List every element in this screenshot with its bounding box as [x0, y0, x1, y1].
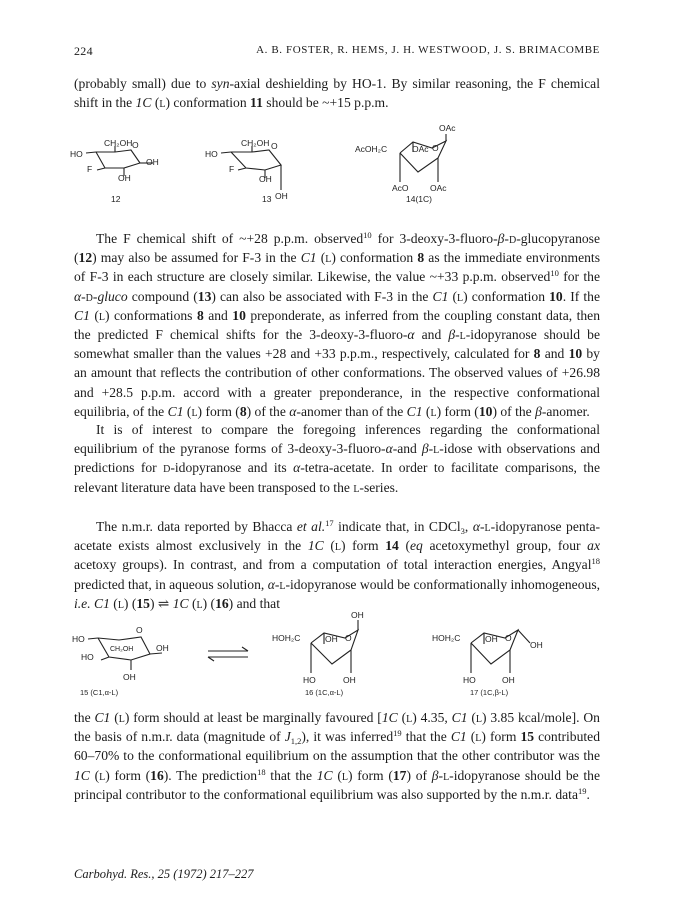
text-run: β — [535, 403, 542, 419]
structure-15-number: 15 (C1,α-L) — [80, 688, 119, 697]
text-run: It is of interest to compare the foregoing inferences regarding the conformational equilibrium of the pyranose forms of 3-deoxy-3-fluoro- — [74, 422, 600, 457]
text-run: C1 — [451, 710, 468, 725]
text-run: ( — [109, 595, 118, 611]
text-run: - — [81, 288, 86, 304]
text-run: α — [407, 327, 415, 343]
structure-16-oh-top-label: OH — [351, 610, 364, 620]
compound-ref: 15 — [136, 595, 150, 611]
text-run: et al. — [296, 519, 326, 534]
text-run: for the — [558, 269, 600, 285]
compound-ref: 16 — [150, 767, 164, 783]
structure-14-oac-top-label: OAc — [439, 123, 456, 133]
text-run: l — [406, 710, 413, 725]
structure-15-ring-oxygen-label: O — [136, 625, 143, 635]
text-run: l — [341, 767, 348, 783]
text-run: compound ( — [127, 288, 198, 304]
structure-14-aco-label: AcO — [392, 183, 409, 193]
text-run: ) form should at least be marginally favoured [ — [124, 710, 382, 725]
structure-14-number: 14(1C) — [406, 194, 432, 204]
text-run: should be ~+15 p.p.m. — [262, 95, 389, 111]
text-run: ( — [316, 250, 326, 266]
text-run: acetoxymethyl group, four — [422, 538, 588, 554]
text-run: ) of — [406, 767, 432, 783]
compound-ref: 8 — [533, 346, 541, 362]
text-run: ) conformation — [463, 288, 550, 304]
structure-12-ch2oh-label: CH₂OH — [104, 138, 133, 148]
text-run: -idose with observations and predictions for — [74, 441, 600, 476]
text-run: gluco — [97, 288, 128, 304]
text-run: J — [284, 729, 291, 745]
text-run: d — [85, 288, 93, 304]
text-run: 1C — [135, 95, 152, 111]
text-run: 1C — [316, 767, 333, 783]
reference-superscript: 19 — [393, 728, 402, 739]
text-run: α — [74, 288, 82, 304]
paragraph-3 — [74, 517, 600, 613]
text-run: ) conformation — [165, 95, 251, 111]
text-run: ( — [398, 538, 410, 554]
text-run: l — [159, 95, 166, 111]
structure-15-oh-right-label: OH — [156, 643, 169, 653]
compound-ref: 10 — [549, 288, 563, 304]
structure-17-ring-oxygen-label: O — [505, 633, 512, 643]
reference-superscript: 10 — [363, 230, 372, 240]
text-run: l — [475, 710, 482, 725]
text-run: ) ⇌ — [149, 595, 173, 611]
text-run: l — [325, 250, 332, 266]
text-run: -and — [392, 441, 422, 457]
compound-ref: 8 — [196, 307, 204, 323]
text-run: ) 3.85 kcal/mole]. On the basis of n.m.r. data (magnitude of — [74, 710, 600, 745]
text-run: -idopyranose should be the principal contributor to the conformational equilibrium was also supported by the n.m.r. data — [74, 767, 600, 802]
text-run: ) can also be associated with F-3 in the — [211, 288, 433, 304]
text-run: ) form ( — [197, 403, 240, 419]
reference-superscript: 18 — [257, 766, 266, 777]
structure-13-ring-oxygen-label: O — [271, 141, 278, 151]
text-run: C1 — [300, 250, 317, 266]
text-run: d — [508, 231, 517, 246]
compound-ref: 10 — [232, 307, 246, 323]
text-run: l — [430, 403, 437, 419]
text-run: syn — [211, 76, 230, 91]
structure-13-fluorine-label: F — [229, 164, 235, 174]
compound-ref: 16 — [215, 595, 229, 611]
structure-13-ho-label: HO — [205, 149, 218, 159]
structure-16-number: 16 (1C,α-L) — [305, 688, 344, 697]
structure-12-number: 12 — [111, 194, 121, 204]
structure-14-ring-oxygen-label: O — [432, 143, 439, 153]
text-run: l — [98, 307, 105, 323]
text-run: and — [203, 307, 233, 323]
text-run: The n.m.r. data reported by Bhacca — [96, 519, 297, 534]
text-run: d — [163, 460, 171, 476]
compound-ref: 10 — [568, 346, 583, 362]
running-head-authors: A. B. FOSTER, R. HEMS, J. H. WESTWOOD, J. S. BRIMACOMBE — [256, 44, 600, 56]
compound-ref: 13 — [197, 288, 212, 304]
text-run: l — [443, 767, 450, 783]
text-run: - — [92, 288, 98, 304]
structure-15-oh-bottom-label: OH — [123, 672, 136, 682]
text-run: . — [586, 786, 590, 802]
subscript: 3 — [460, 526, 465, 536]
compound-ref: 10 — [478, 403, 493, 419]
text-run: l — [459, 327, 466, 343]
compound-ref: 11 — [250, 95, 263, 111]
structure-16-ring-oxygen-label: O — [345, 633, 352, 643]
text-run: -idopyranose would be conformationally inhomogeneous, — [285, 576, 601, 592]
structure-12-ring-oxygen-label: O — [132, 140, 139, 150]
structure-15-ch2oh-label: CH₂OH — [110, 646, 134, 653]
text-run: ax — [587, 538, 600, 554]
text-run: that the — [401, 729, 451, 745]
text-run: ) form ( — [105, 767, 151, 783]
structure-17-hoh2c-label: HOH₂C — [432, 633, 461, 643]
page-number: 224 — [74, 44, 93, 58]
text-run: l — [457, 288, 464, 304]
structure-14-acoh2c-label: AcOH₂C — [355, 144, 388, 154]
text-run: (probably small) due to — [74, 76, 212, 91]
text-run: α — [472, 519, 480, 534]
paragraph-4 — [74, 708, 600, 804]
text-run: -series. — [359, 479, 399, 495]
structure-16-oh-bottom-label: OH — [343, 675, 356, 685]
text-run: β — [448, 327, 456, 343]
structure-17-oh-right-label: OH — [530, 640, 543, 650]
text-run: preponderate, as inferred from the coupling constant data, then the predicted F chemical shifts for the 3-deoxy-3-fluoro- — [74, 307, 600, 343]
text-run: ) conformations — [104, 307, 197, 323]
text-run: - — [428, 441, 434, 457]
text-run: l — [334, 538, 341, 554]
text-run: indicate that, in CDCl — [333, 519, 461, 534]
text-run: contributed 60–70% to the conformational equilibrium on the assumption that the other contributor was the — [74, 729, 601, 764]
text-run: ( — [397, 710, 407, 725]
text-run: ) form ( — [347, 767, 393, 783]
text-run: acetoxy groups). In contrast, and from a computation of total interaction energies, Angyal — [74, 557, 592, 573]
text-run: ( — [110, 710, 119, 725]
text-run: ( — [332, 767, 342, 783]
text-run: l — [99, 767, 106, 783]
text-run: l — [475, 729, 482, 745]
compound-ref: 15 — [520, 729, 535, 745]
structures-12-13-14-figure — [0, 118, 676, 230]
text-run: α — [385, 441, 393, 457]
compound-ref: 8 — [417, 250, 425, 266]
text-run: α — [267, 576, 275, 592]
text-run: C1 — [406, 403, 423, 419]
text-run: -axial deshielding by HO-1. By similar reasoning, the F chemical shift in the — [74, 76, 600, 111]
text-run: ) of the — [246, 403, 290, 419]
text-run: - — [274, 576, 280, 592]
text-run: ( — [89, 767, 100, 783]
structure-17-oh-bottom-label: OH — [502, 675, 515, 685]
compound-ref: 14 — [385, 538, 399, 554]
text-run: . If the — [562, 288, 600, 304]
text-run: -anomer. — [541, 403, 590, 419]
text-run: and — [414, 327, 449, 343]
structure-13-oh-mid-label: OH — [259, 174, 272, 184]
text-run: l — [117, 595, 124, 611]
text-run: eq — [409, 538, 423, 554]
text-run: l — [196, 595, 203, 611]
text-run: l — [433, 441, 440, 457]
text-run: l — [484, 519, 491, 534]
structure-12-ho-label: HO — [70, 149, 83, 159]
structures-15-16-17-figure — [0, 612, 676, 710]
text-run: 1C — [172, 595, 189, 611]
structure-13-ch2oh-label: CH₂OH — [241, 138, 270, 148]
structure-13-oh-bottom-label: OH — [275, 191, 288, 201]
text-run: -glucopyranose ( — [74, 231, 600, 266]
text-run: , — [464, 519, 473, 534]
text-run: and — [540, 346, 569, 362]
reference-superscript: 18 — [591, 556, 600, 567]
subscript: 1,2 — [290, 736, 302, 747]
text-run: ) may also be assumed for F-3 in the — [92, 250, 301, 266]
text-run: ) of the — [492, 403, 536, 419]
text-run: ) 4.35, — [412, 710, 452, 725]
text-run: β — [497, 231, 505, 246]
text-run: C1 — [450, 729, 467, 745]
text-run: -anomer than of the — [296, 403, 407, 419]
text-run: β — [431, 767, 439, 783]
text-run: ) ( — [123, 595, 137, 611]
text-run: ( — [466, 729, 476, 745]
paragraph-0 — [74, 74, 600, 112]
text-run: by an amount that reflects the contribution of other conformations. The observed values of +26.98 and +28.5 p.p.m. accord with a greater preponderance, in the respective conformational equilibria, of the — [74, 346, 600, 419]
text-run: C1 — [74, 307, 90, 323]
reference-superscript: 17 — [325, 518, 334, 528]
text-run: 1C — [74, 767, 90, 783]
text-run: α — [293, 460, 301, 476]
text-run: - — [504, 231, 509, 246]
text-run: α — [289, 403, 297, 419]
paragraph-1 — [74, 229, 600, 421]
compound-ref: 17 — [392, 767, 407, 783]
paragraph-2 — [74, 420, 600, 497]
text-run: ( — [188, 595, 197, 611]
text-run: C1 — [167, 403, 184, 419]
structure-13-number: 13 — [262, 194, 272, 204]
text-run: - — [479, 519, 485, 534]
text-run: l — [353, 479, 360, 495]
text-run: 1C — [381, 710, 398, 725]
structure-15-ho-top-label: HO — [72, 634, 85, 644]
structure-14-oac-ring-label: OAc — [412, 144, 429, 154]
reference-superscript: 10 — [550, 268, 559, 279]
text-run: ( — [183, 403, 192, 419]
text-run: ), it was inferred — [301, 729, 394, 745]
compound-ref: 8 — [239, 403, 247, 419]
text-run: C1 — [432, 288, 449, 304]
text-run: - — [455, 327, 460, 343]
text-run: as the immediate environments of F-3 in each structure are closely similar. Likewise, the value ~+33 p.p.m. observed — [74, 250, 600, 285]
text-run: ) form — [481, 729, 521, 745]
structure-12-oh-right-label: OH — [146, 157, 159, 167]
text-run: l — [191, 403, 198, 419]
reference-superscript: 19 — [577, 785, 587, 796]
text-run: β — [421, 441, 429, 457]
structure-16-hoh2c-label: HOH₂C — [272, 633, 301, 643]
text-run: ( — [448, 288, 458, 304]
structure-14-oac-bottom-label: OAc — [430, 183, 447, 193]
structure-12-oh-bottom-label: OH — [118, 173, 131, 183]
text-run: ) form — [340, 538, 386, 554]
text-run: ) ( — [202, 595, 216, 611]
text-run: ( — [467, 710, 476, 725]
text-run: ( — [89, 307, 99, 323]
text-run: predicted that, in aqueous solution, — [74, 576, 268, 592]
structure-17-number: 17 (1C,β-L) — [470, 688, 509, 697]
structure-15-ho-side-label: HO — [81, 652, 94, 662]
text-run: i.e. C1 — [74, 595, 110, 611]
structure-16-oh-ring-label: OH — [325, 634, 338, 644]
text-run: l — [118, 710, 125, 725]
structure-17-oh-ring-label: OH — [485, 634, 498, 644]
text-run: ). The prediction — [163, 767, 258, 783]
text-run: ( — [323, 538, 335, 554]
structure-12-fluorine-label: F — [87, 164, 93, 174]
text-run: -tetra-acetate. In order to facilitate comparisons, the relevant literature data have been transposed to the — [74, 460, 600, 495]
text-run: the — [74, 710, 95, 725]
text-run: l — [279, 576, 286, 592]
text-run: ) and that — [228, 595, 280, 611]
text-run: for 3-deoxy-3-fluoro- — [371, 231, 498, 246]
text-run: The F chemical shift of ~+28 p.p.m. observed — [96, 231, 364, 246]
structure-16-ho-label: HO — [303, 675, 316, 685]
text-run: ( — [422, 403, 431, 419]
journal-citation-footer: Carbohyd. Res., 25 (1972) 217–227 — [74, 867, 254, 881]
text-run: -idopyranose and its — [170, 460, 294, 476]
text-run: that the — [265, 767, 317, 783]
text-run: ( — [151, 95, 160, 111]
structure-17-ho-label: HO — [463, 675, 476, 685]
text-run: C1 — [94, 710, 111, 725]
text-run: -idopyranose should be somewhat smaller than the values +28 and +33 p.p.m., respectively, calculated for — [74, 327, 600, 362]
text-run: 1C — [307, 538, 324, 554]
text-run: ) conformation — [331, 250, 418, 266]
text-run: -idopyranose penta-acetate exists almost exclusively in the — [74, 519, 601, 554]
text-run: - — [438, 767, 444, 783]
text-run: ) form ( — [436, 403, 479, 419]
compound-ref: 12 — [78, 250, 93, 266]
